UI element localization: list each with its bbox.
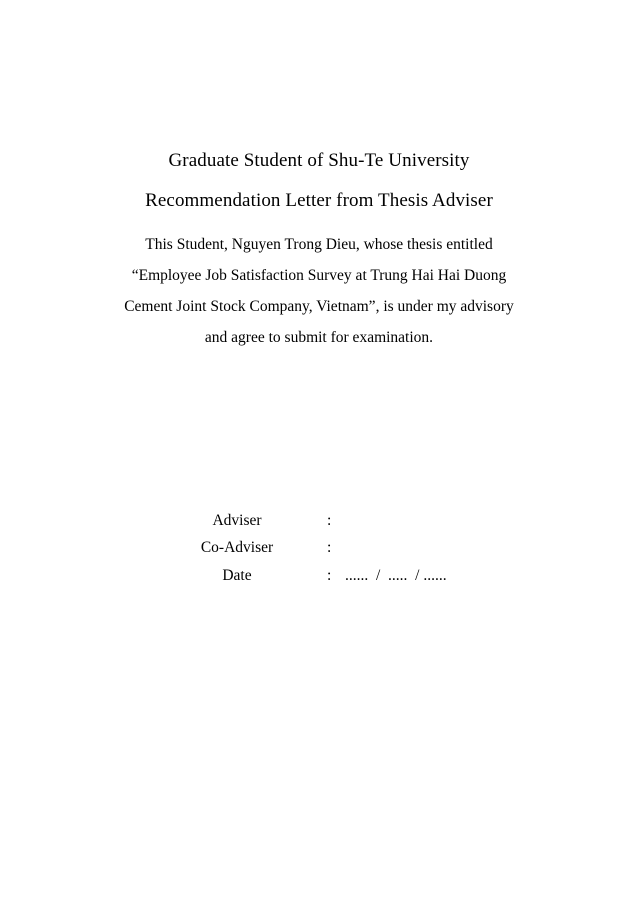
date-value: ...... / ..... / ......	[345, 567, 447, 584]
co-adviser-label: Co-Adviser	[200, 539, 274, 556]
adviser-label: Adviser	[212, 512, 262, 529]
adviser-row	[0, 512, 638, 534]
adviser-colon: :	[327, 512, 332, 529]
date-label: Date	[222, 567, 252, 584]
co-adviser-colon: :	[327, 539, 332, 556]
university-heading: Graduate Student of Shu-Te University	[168, 150, 470, 171]
date-row	[0, 567, 638, 589]
paragraph-line: “Employee Job Satisfaction Survey at Trung Hai Hai Duong	[131, 267, 507, 284]
paragraph-line: and agree to submit for examination.	[204, 329, 434, 346]
paragraph-line: Cement Joint Stock Company, Vietnam”, is under my advisory	[124, 298, 514, 315]
paragraph-line: This Student, Nguyen Trong Dieu, whose thesis entitled	[145, 236, 493, 253]
date-colon: :	[327, 567, 332, 584]
co-adviser-row	[0, 539, 638, 561]
letter-title: Recommendation Letter from Thesis Adviser	[145, 190, 493, 211]
